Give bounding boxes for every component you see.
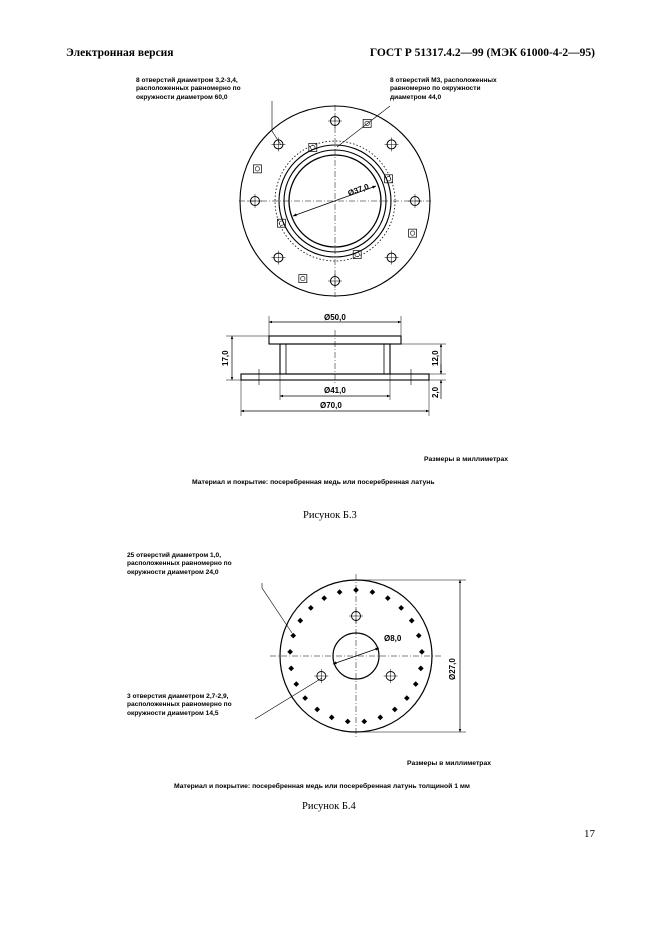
- b3-threaded-hole: [409, 229, 417, 237]
- b4-small-hole: [337, 589, 343, 595]
- b4-small-hole: [419, 649, 425, 655]
- b3-caption: Рисунок Б.3: [303, 510, 357, 521]
- b4-view: [255, 574, 466, 738]
- b4-small-hole: [329, 715, 335, 721]
- header-left: Электронная версия: [66, 47, 174, 59]
- b4-small-hole: [287, 649, 293, 655]
- b3-thread-inner: [386, 177, 390, 181]
- b4-small-hole: [293, 681, 299, 687]
- header-right: ГОСТ Р 51317.4.2—99 (МЭК 61000-4-2—95): [369, 47, 595, 59]
- b4-outer-label: Ø27,0: [448, 658, 457, 680]
- b4-note-top-line: расположенных равномерно по: [127, 560, 232, 568]
- b4-small-hole: [302, 695, 308, 701]
- b3-dim-outer-label: Ø70,0: [320, 401, 342, 410]
- b4-small-hole: [385, 595, 391, 601]
- b3-body: [280, 344, 390, 374]
- b4-small-hole: [404, 695, 410, 701]
- b4-small-hole: [398, 605, 404, 611]
- b4-small-hole: [416, 633, 422, 639]
- b4-small-hole: [413, 681, 419, 687]
- b3-thread-inner: [301, 276, 305, 280]
- b4-small-hole: [321, 595, 327, 601]
- b4-note-bottom-line: окружности диаметром 14,5: [127, 709, 219, 717]
- b4-caption: Рисунок Б.4: [302, 801, 356, 812]
- b3-dim-body-label: 12,0: [431, 350, 440, 366]
- b4-small-hole: [418, 666, 424, 672]
- b4-small-hole: [290, 633, 296, 639]
- b4-center-label: Ø8,0: [384, 634, 402, 643]
- b3-threaded-hole: [385, 175, 393, 183]
- b3-dim-flange-label: 2,0: [431, 386, 440, 398]
- b4-small-hole: [361, 719, 367, 725]
- b4-note-bottom-line: расположенных равномерно по: [127, 701, 232, 709]
- page-number: 17: [584, 828, 595, 840]
- b4-small-hole: [370, 589, 376, 595]
- b3-thread-inner: [311, 145, 315, 149]
- b3-dim-mid-label: Ø41,0: [324, 386, 346, 395]
- b4-small-hole: [345, 719, 351, 725]
- b3-thread-inner: [410, 231, 414, 235]
- b4-leader-bottom: [255, 678, 322, 719]
- b4-small-hole: [297, 618, 303, 624]
- b3-leader-left: [272, 101, 281, 145]
- b3-dim-top-label: Ø50,0: [324, 313, 346, 322]
- b4-small-hole: [392, 707, 398, 713]
- b3-thread-inner: [279, 221, 283, 225]
- b4-note-top: [127, 552, 232, 577]
- b4-note-bottom-line: 3 отверстия диаметром 2,7-2,9,: [127, 693, 229, 700]
- b4-note-top-line: окружности диаметром 24,0: [127, 568, 219, 576]
- b4-leader-top: [262, 583, 292, 633]
- b3-thread-inner: [355, 252, 359, 256]
- b4-material: Материал и покрытие: посеребренная медь или посеребренная латунь толщиной 1 мм: [174, 783, 470, 790]
- b3-thread-inner: [255, 167, 259, 171]
- b4-small-hole: [314, 707, 320, 713]
- b3-material: Материал и покрытие: посеребренная медь или посеребренная латунь: [192, 479, 435, 486]
- b3-inner-diameter-label: Ø37,0: [346, 181, 371, 198]
- b3-note-left-line: окружности диаметром 60,0: [136, 93, 228, 101]
- b4-small-hole: [353, 587, 359, 593]
- b3-note-right-line: диаметром 44,0: [390, 93, 442, 101]
- b3-note-left-line: 8 отверстий диаметром 3,2-3,4,: [136, 77, 238, 84]
- b3-units: Размеры в миллиметрах: [424, 456, 509, 463]
- b3-dim-height-label: 17,0: [221, 350, 230, 366]
- b3-note-left-line: расположенных равномерно по: [136, 85, 241, 93]
- b4-note-top-line: 25 отверстий диаметром 1,0,: [127, 552, 222, 559]
- b4-small-hole: [288, 666, 294, 672]
- b3-threaded-hole: [253, 165, 261, 173]
- b3-note-right-line: 8 отверстий М3, расположенных: [390, 77, 497, 84]
- b4-small-hole: [409, 618, 415, 624]
- b4-units: Размеры в миллиметрах: [407, 760, 492, 767]
- b3-threaded-hole: [309, 143, 317, 151]
- b4-small-hole: [308, 605, 314, 611]
- b3-top-view: [239, 101, 431, 297]
- b4-small-hole: [377, 715, 383, 721]
- b3-leader-right: [337, 106, 390, 147]
- b3-note-right-line: равномерно по окружности: [390, 85, 481, 93]
- b4-note-bottom: [127, 693, 232, 718]
- b3-threaded-hole: [299, 275, 307, 283]
